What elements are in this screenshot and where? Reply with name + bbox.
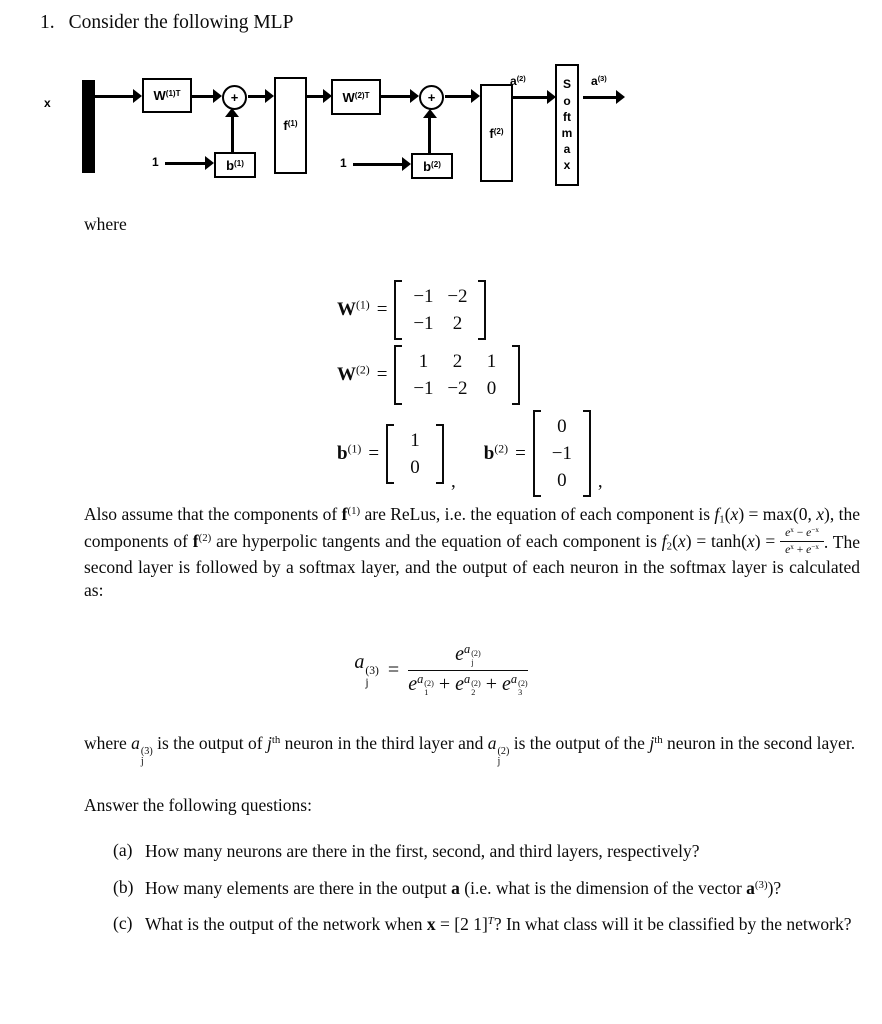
exponent: a (2) j <box>463 642 481 668</box>
exponent: a (2) 3 <box>510 671 528 697</box>
b2-box-label: $b^{(2)}$ <box>423 158 441 174</box>
arrow <box>445 95 472 98</box>
intro-text-1: Also assume that the components of $f^{(1)}$ are ReLus, i.e. the equation of each component is $f_1(x) = \max(0$, x), the components of $f^{(2)}$ are hyperpolic tangents and the equation of each component is $f_2(x) = \tanh(x)$ = <box>84 504 860 554</box>
matrix-cell: 0 <box>486 378 497 399</box>
question-text: What is the output of the network when x = [2 1]$^T$? In what class will it be classified by the network? <box>145 914 852 934</box>
softmax-denominator <box>408 671 527 698</box>
euler-e: e <box>455 672 464 695</box>
question-label: (a) <box>113 840 133 860</box>
question-label: (c) <box>113 913 133 933</box>
b1-matrix <box>386 424 444 484</box>
matrix-row <box>406 310 474 337</box>
equals-sign: = <box>376 299 388 320</box>
b1-label: $b^{(1)}$ <box>337 442 362 464</box>
w1-box-label: $W^{(1)T}$ <box>153 88 181 103</box>
equals-sign: = <box>515 442 526 464</box>
arrow <box>353 163 403 166</box>
mlp-diagram <box>40 58 680 198</box>
equals-sign: = <box>376 364 388 385</box>
bracket-right <box>512 345 520 405</box>
matrix-row <box>398 427 432 454</box>
tanh-fraction-numerator: $e^x - e^{-x}$ <box>780 527 824 542</box>
b2-matrix <box>533 410 591 497</box>
matrix-definitions <box>337 280 603 497</box>
intro-text-2: . The second layer is followed by a softmax layer, and the output of each neuron in the softmax layer is calculated as: <box>84 531 860 601</box>
matrix-cell: 0 <box>557 416 567 437</box>
matrix-row <box>406 283 474 310</box>
w1-label: $W^{(1)}$ <box>337 298 370 320</box>
question-label: (b) <box>113 876 134 897</box>
w2-matrix-grid <box>402 345 512 405</box>
equals-sign: = <box>368 442 380 464</box>
a2-output-label: $a^{(2)}$ <box>510 73 526 88</box>
bracket-left <box>386 424 394 484</box>
w2-matrix <box>394 345 520 405</box>
b2-label: $b^{(2)}$ <box>483 442 509 464</box>
plus-icon: + <box>427 90 436 105</box>
matrix-cell: 1 <box>486 351 497 372</box>
arrow <box>191 95 214 98</box>
problem-title-text: Consider the following MLP <box>68 12 294 33</box>
arrow <box>583 96 617 99</box>
tanh-fraction-denominator: $e^x + e^{-x}$ <box>785 542 819 556</box>
assumptions-paragraph <box>84 503 860 603</box>
where-label: where <box>84 214 127 234</box>
softmax-box <box>555 64 579 186</box>
matrix-cell: −2 <box>447 378 468 399</box>
bias-one-label-1: 1 <box>152 155 159 169</box>
bracket-left <box>533 410 541 497</box>
equals-sign: = <box>387 658 400 681</box>
matrix-cell: 0 <box>410 456 420 478</box>
matrix-cell: 1 <box>410 429 420 451</box>
sum-node-1 <box>222 85 247 110</box>
plus-icon: + <box>230 90 239 105</box>
w1-matrix <box>394 280 486 340</box>
softmax-fraction <box>408 643 527 697</box>
matrix-cell: 2 <box>452 313 463 334</box>
arrow <box>231 116 234 152</box>
bracket-right <box>478 280 486 340</box>
bracket-right <box>583 410 591 497</box>
arrow <box>380 95 411 98</box>
bracket-left <box>394 345 402 405</box>
arrow <box>307 95 324 98</box>
plus-sign: + <box>438 672 451 695</box>
b1-matrix-grid <box>394 424 436 484</box>
question-c <box>113 913 860 937</box>
arrow <box>512 96 548 99</box>
question-text: How many neurons are there in the first, second, and third layers, respectively? <box>145 841 700 861</box>
w2-label: $W^{(2)}$ <box>337 363 370 385</box>
matrix-cell: 0 <box>557 470 567 491</box>
f1-box-label: $f^{(1)}$ <box>283 118 298 133</box>
matrix-row <box>406 375 508 402</box>
w2-equation <box>337 345 520 405</box>
w1-weight-box <box>142 78 192 113</box>
sum-node-2 <box>419 85 444 110</box>
softmax-equation <box>40 643 842 697</box>
matrix-row <box>398 454 432 481</box>
bracket-right <box>436 424 444 484</box>
matrix-cell: 2 <box>452 351 463 372</box>
bias-one-label-2: 1 <box>340 156 347 170</box>
softmax-numerator <box>408 643 527 671</box>
questions-list <box>113 840 860 937</box>
tanh-fraction <box>780 527 824 556</box>
input-x-label: x <box>44 96 51 110</box>
question-text: How many elements are there in the output a (i.e. what is the dimension of the vector $a^{(3)}$)? <box>145 877 782 898</box>
question-a <box>113 840 860 864</box>
f1-activation-box <box>274 77 307 174</box>
comma: , <box>597 471 603 492</box>
question-b <box>113 877 860 901</box>
matrix-cell: −2 <box>447 286 468 307</box>
euler-e: e <box>408 672 418 695</box>
problem-title <box>40 12 293 34</box>
matrix-cell: 1 <box>418 351 429 372</box>
input-vector-bar <box>82 80 95 173</box>
matrix-row <box>545 413 579 440</box>
f2-box-label: $f^{(2)}$ <box>489 125 504 141</box>
w2-weight-box <box>331 79 381 115</box>
notation-paragraph: where a (3) j is the output of $j^{th}$ neuron in the third layer and a (2) j is the output of the $j^{th}$ neuron in the second layer. <box>84 733 856 768</box>
matrix-cell: −1 <box>413 313 434 334</box>
b1-box-label: $b^{(1)}$ <box>226 157 244 173</box>
matrix-cell: −1 <box>551 443 572 464</box>
arrow <box>248 95 266 98</box>
matrix-row <box>406 348 508 375</box>
matrix-cell: −1 <box>413 286 434 307</box>
softmax-lhs: a (3) j <box>354 651 379 689</box>
w1-equation <box>337 280 486 340</box>
a3-output-label: $a^{(3)}$ <box>591 73 607 88</box>
f2-activation-box <box>480 84 513 182</box>
matrix-row <box>545 440 579 467</box>
exponent: a (2) 2 <box>463 671 481 697</box>
exponent: a (2) 1 <box>417 671 434 697</box>
euler-e: e <box>502 672 511 695</box>
plus-sign: + <box>485 672 497 695</box>
matrix-row <box>545 467 579 494</box>
softmax-box-label: Softmax <box>561 77 573 173</box>
comma: , <box>451 471 456 492</box>
w2-box-label: $W^{(2)T}$ <box>342 89 370 105</box>
matrix-cell: −1 <box>413 378 434 399</box>
problem-number: 1. <box>40 12 55 33</box>
arrow <box>95 95 134 98</box>
arrow <box>165 162 206 165</box>
bias-equation <box>337 410 603 497</box>
b2-bias-box <box>411 153 453 179</box>
arrow <box>428 117 431 153</box>
w1-matrix-grid <box>402 280 478 340</box>
b1-bias-box <box>214 152 256 178</box>
b2-matrix-grid <box>541 410 583 497</box>
bracket-left <box>394 280 402 340</box>
euler-e: e <box>455 643 464 665</box>
answer-prompt: Answer the following questions: <box>84 795 312 815</box>
